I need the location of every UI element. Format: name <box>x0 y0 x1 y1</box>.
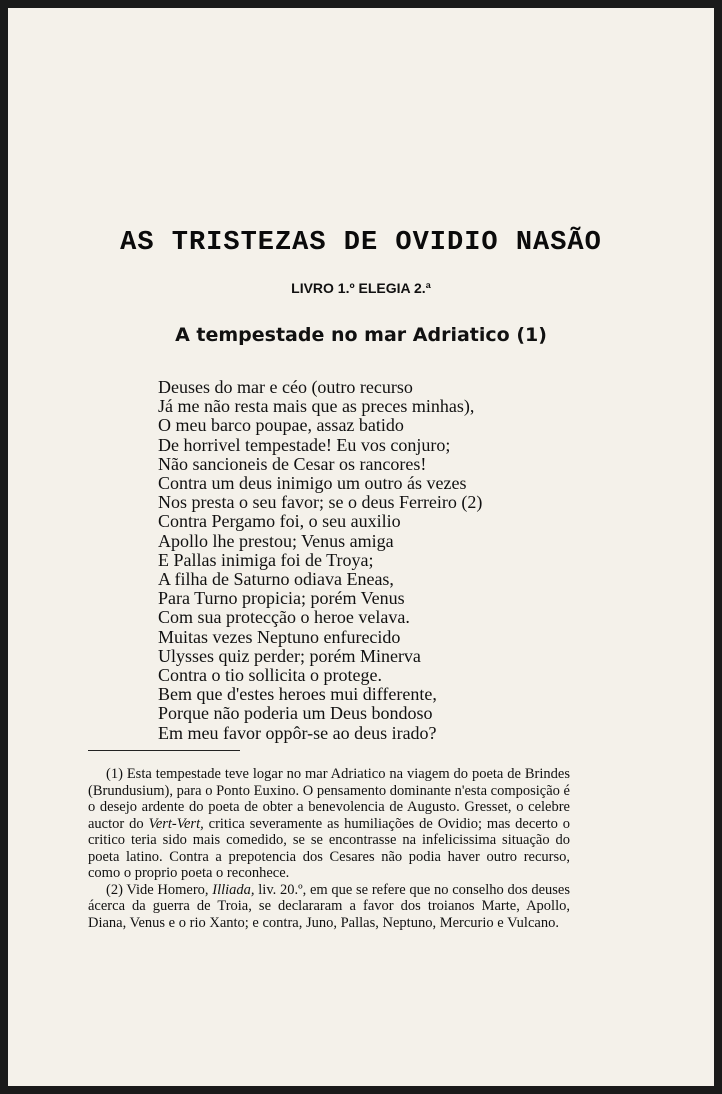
book-page <box>8 8 714 1086</box>
footnote-1-text-cont: critica severamente as humiliações de Ovidio; mas decerto o critico teria sido mais comedido, se se encontrasse na infelicissima situação do poeta latino. Contra a prepotencia dos Cesares não podia haver outro recurso, como o proprio poeta o reconhece. <box>88 815 571 881</box>
poem-line: Contra Pergamo foi, o seu auxilio <box>158 511 401 532</box>
poem-line: Não sancioneis de Cesar os rancores! <box>158 453 427 474</box>
poem-heading: A tempestade no mar Adriatico (1) <box>175 324 547 346</box>
footnote-2-italic: Illiada, <box>212 881 255 898</box>
footnotes <box>88 766 570 931</box>
poem-line: E Pallas inimiga foi de Troya; <box>158 549 374 570</box>
poem-line: Nos presta o seu favor; se o deus Ferreiro (2) <box>158 492 483 513</box>
poem-body <box>158 378 578 743</box>
footnote-2 <box>88 882 570 932</box>
poem-line: Contra o tio sollicita o protege. <box>158 665 382 686</box>
poem-line: A filha de Saturno odiava Eneas, <box>158 569 394 590</box>
poem-line: Porque não poderia um Deus bondoso <box>158 703 433 724</box>
poem-line: Deuses do mar e céo (outro recurso <box>158 377 413 397</box>
poem-line: Já me não resta mais que as preces minhas), <box>158 396 475 417</box>
book-elegy-subtitle: LIVRO 1.º ELEGIA 2.ª <box>291 280 431 296</box>
page-title: AS TRISTEZAS DE OVIDIO NASÃO <box>120 228 602 258</box>
poem-line: O meu barco poupae, assaz batido <box>158 415 404 436</box>
poem-line: Contra um deus inimigo um outro ás vezes <box>158 473 467 494</box>
poem-line: Ulysses quiz perder; porém Minerva <box>158 645 421 666</box>
footnote-1-italic: Vert-Vert, <box>148 815 204 832</box>
footnote-divider <box>88 750 240 751</box>
poem-line: Para Turno propicia; porém Venus <box>158 588 405 609</box>
footnote-2-text-cont: liv. 20.º, em que se refere que no conselho dos deuses ácerca da guerra de Troia, se declararam a favor dos troianos Marte, Apollo, Diana, Venus e o rio Xanto; e contra, Juno, Pallas, Neptuno, Mercurio e Vulcano. <box>88 881 570 931</box>
poem-line: Bem que d'estes heroes mui differente, <box>158 684 437 705</box>
poem-line: Em meu favor oppôr-se ao deus irado? <box>158 722 437 743</box>
poem-line: De horrivel tempestade! Eu vos conjuro; <box>158 434 451 455</box>
footnote-2-text: (2) Vide Homero, <box>106 881 213 898</box>
poem-line: Muitas vezes Neptuno enfurecido <box>158 626 401 647</box>
footnote-1-text: (1) Esta tempestade teve logar no mar Adriatico na viagem do poeta de Brindes (Brundusium), para o Ponto Euxino. O pensamento dominante n'esta composição é o desejo ardente do poeta de obter a benevolencia de Augusto. Gresset, o celebre auctor do <box>88 766 570 832</box>
poem-line: Apollo lhe prestou; Venus amiga <box>158 530 394 551</box>
poem-line: Com sua protecção o heroe velava. <box>158 607 410 628</box>
footnote-1 <box>88 766 570 882</box>
